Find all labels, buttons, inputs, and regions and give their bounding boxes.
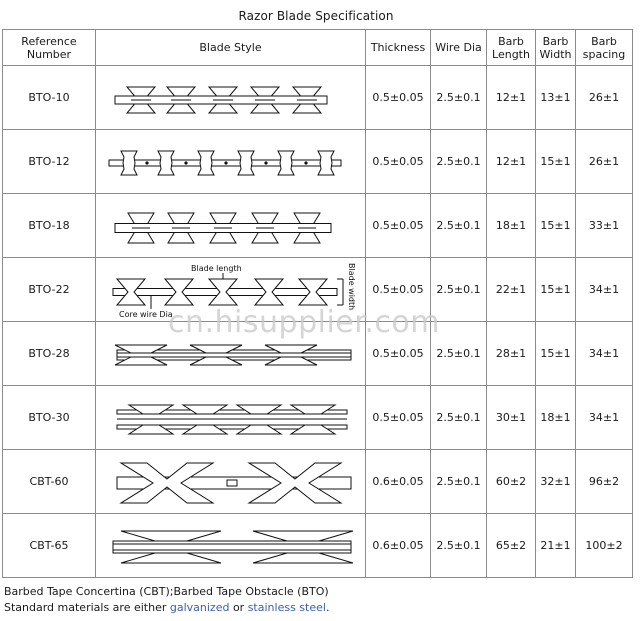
annotation-blade-length: Blade length — [191, 263, 242, 273]
header-row — [3, 30, 633, 66]
blade-style-cell — [96, 322, 366, 386]
barb-width-cell: 15±1 — [536, 258, 576, 322]
blade-drawing — [96, 515, 366, 577]
thickness-cell: 0.5±0.05 — [366, 322, 431, 386]
blade-style-cell — [96, 450, 366, 514]
header-barb-length: Barb Length — [487, 30, 536, 66]
note-materials-or: or — [229, 601, 248, 614]
barb-width-cell: 13±1 — [536, 66, 576, 130]
barb-length-cell: 22±1 — [487, 258, 536, 322]
note-materials-prefix: Standard materials are either — [4, 601, 170, 614]
blade-drawing — [96, 131, 366, 193]
reference-cell: BTO-22 — [3, 258, 96, 322]
thickness-cell: 0.5±0.05 — [366, 386, 431, 450]
table-row — [3, 130, 633, 194]
table-row — [3, 450, 633, 514]
table-row — [3, 322, 633, 386]
barb-spacing-cell: 26±1 — [576, 66, 633, 130]
blade-drawing — [96, 387, 366, 449]
link-galvanized[interactable]: galvanized — [169, 601, 230, 614]
thickness-cell: 0.6±0.05 — [366, 450, 431, 514]
table-row — [3, 514, 633, 578]
note-legend: Barbed Tape Concertina (CBT);Barbed Tape Obstacle (BTO) — [4, 585, 329, 598]
blade-style-cell — [96, 514, 366, 578]
header-barb-width: Barb Width — [536, 30, 576, 66]
barb-width-cell: 18±1 — [536, 386, 576, 450]
reference-cell: BTO-12 — [3, 130, 96, 194]
wire-dia-cell: 2.5±0.1 — [431, 514, 487, 578]
barb-spacing-cell: 34±1 — [576, 258, 633, 322]
barb-width-cell: 21±1 — [536, 514, 576, 578]
wire-dia-cell: 2.5±0.1 — [431, 194, 487, 258]
barb-spacing-cell: 34±1 — [576, 322, 633, 386]
blade-style-cell — [96, 66, 366, 130]
table-row — [3, 194, 633, 258]
blade-drawing — [96, 67, 366, 129]
wire-dia-cell: 2.5±0.1 — [431, 66, 487, 130]
thickness-cell: 0.5±0.05 — [366, 258, 431, 322]
spec-table — [2, 29, 633, 578]
barb-spacing-cell: 96±2 — [576, 450, 633, 514]
watermark: cn.hisupplier.com — [168, 305, 440, 340]
barb-spacing-cell: 26±1 — [576, 130, 633, 194]
header-thickness: Thickness — [366, 30, 431, 66]
barb-width-cell: 15±1 — [536, 322, 576, 386]
blade-drawing — [96, 451, 366, 513]
header-barb-spacing: Barb spacing — [576, 30, 633, 66]
header-reference: Reference Number — [3, 30, 96, 66]
reference-cell: BTO-10 — [3, 66, 96, 130]
reference-cell: CBT-65 — [3, 514, 96, 578]
thickness-cell: 0.5±0.05 — [366, 130, 431, 194]
reference-cell: CBT-60 — [3, 450, 96, 514]
blade-drawing — [96, 195, 366, 257]
barb-width-cell: 32±1 — [536, 450, 576, 514]
thickness-cell: 0.5±0.05 — [366, 66, 431, 130]
barb-length-cell: 18±1 — [487, 194, 536, 258]
wire-dia-cell: 2.5±0.1 — [431, 258, 487, 322]
header-blade-style: Blade Style — [96, 30, 366, 66]
annotation-blade-width: Blade width — [347, 262, 356, 310]
table-row — [3, 258, 633, 322]
note-materials-period: . — [325, 601, 330, 614]
annotation-core-wire-dia: Core wire Dia — [119, 309, 173, 319]
wire-dia-cell: 2.5±0.1 — [431, 386, 487, 450]
barb-length-cell: 65±2 — [487, 514, 536, 578]
blade-style-cell — [96, 130, 366, 194]
blade-drawing — [96, 323, 366, 385]
barb-width-cell: 15±1 — [536, 130, 576, 194]
wire-dia-cell: 2.5±0.1 — [431, 322, 487, 386]
blade-drawing — [96, 259, 366, 321]
page-title: Razor Blade Specification — [238, 9, 394, 23]
reference-cell: BTO-28 — [3, 322, 96, 386]
barb-spacing-cell: 34±1 — [576, 386, 633, 450]
thickness-cell: 0.5±0.05 — [366, 194, 431, 258]
blade-style-cell — [96, 194, 366, 258]
barb-length-cell: 28±1 — [487, 322, 536, 386]
header-wire-dia: Wire Dia — [431, 30, 487, 66]
barb-length-cell: 12±1 — [487, 66, 536, 130]
table-row — [3, 386, 633, 450]
barb-spacing-cell: 33±1 — [576, 194, 633, 258]
reference-cell: BTO-30 — [3, 386, 96, 450]
blade-style-cell — [96, 258, 366, 322]
table-row — [3, 66, 633, 130]
blade-style-cell — [96, 386, 366, 450]
barb-length-cell: 12±1 — [487, 130, 536, 194]
reference-cell: BTO-18 — [3, 194, 96, 258]
barb-length-cell: 60±2 — [487, 450, 536, 514]
wire-dia-cell: 2.5±0.1 — [431, 450, 487, 514]
barb-length-cell: 30±1 — [487, 386, 536, 450]
note-materials — [4, 601, 329, 614]
link-stainless-steel[interactable]: stainless steel — [247, 601, 326, 614]
barb-width-cell: 15±1 — [536, 194, 576, 258]
barb-spacing-cell: 100±2 — [576, 514, 633, 578]
thickness-cell: 0.6±0.05 — [366, 514, 431, 578]
wire-dia-cell: 2.5±0.1 — [431, 130, 487, 194]
